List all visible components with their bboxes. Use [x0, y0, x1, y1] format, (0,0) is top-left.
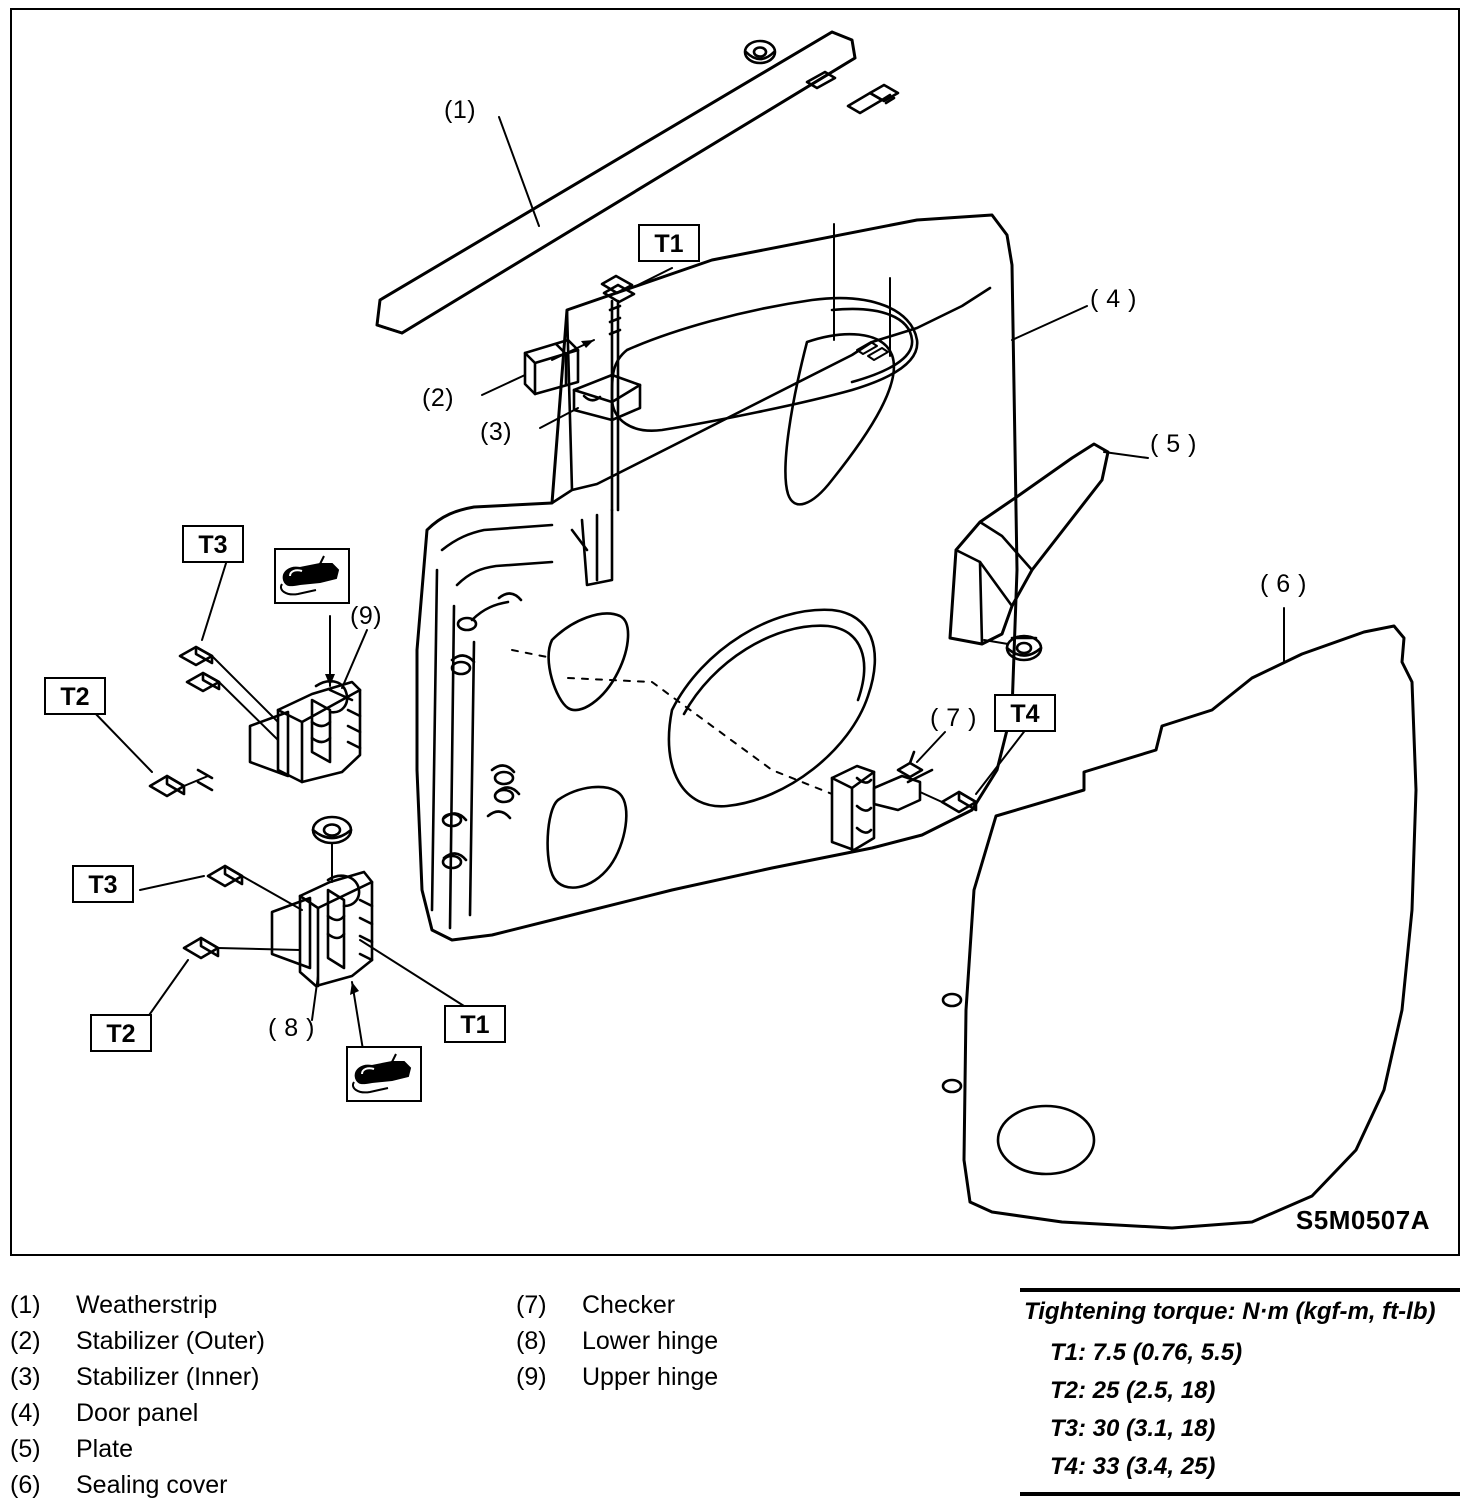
torque-tag-t1-lower: T1 — [444, 1005, 506, 1043]
plate-part — [950, 444, 1108, 644]
legend-label: Door panel — [76, 1399, 199, 1427]
callout-5: ( 5 ) — [1150, 430, 1197, 458]
upper-hinge-part — [250, 681, 360, 782]
legend-number: (2) — [10, 1327, 41, 1355]
weatherstrip-clip-grommet — [745, 41, 775, 63]
grease-symbol-box-lower — [346, 1046, 422, 1102]
legend-number: (3) — [10, 1363, 41, 1391]
legend-label: Plate — [76, 1435, 133, 1463]
legend-item — [516, 1288, 718, 1324]
callout-4: ( 4 ) — [1090, 285, 1137, 313]
legend-number: (9) — [516, 1363, 547, 1391]
torque-row-t2: T2: 25 (2.5, 18) — [1050, 1377, 1216, 1404]
lower-hinge-part — [272, 872, 372, 986]
legend-number: (5) — [10, 1435, 41, 1463]
torque-row-t4: T4: 33 (3.4, 25) — [1050, 1453, 1216, 1480]
drawing-code: S5M0507A — [1295, 1205, 1430, 1235]
weatherstrip-part — [377, 32, 855, 333]
legend-label: Stabilizer (Outer) — [76, 1327, 265, 1355]
legend-item — [10, 1324, 265, 1360]
legend-item — [10, 1360, 265, 1396]
legend-item — [10, 1288, 265, 1324]
t2-upper-bolt — [150, 770, 212, 796]
torque-tag-t2-upper: T2 — [44, 677, 106, 715]
legend-label: Stabilizer (Inner) — [76, 1363, 260, 1391]
t4-bolt — [920, 792, 976, 812]
stabilizer-inner-part — [574, 375, 640, 420]
door-panel-part — [417, 215, 1017, 940]
torque-tag-t3-upper: T3 — [182, 525, 244, 563]
legend-number: (8) — [516, 1327, 547, 1355]
legend-label: Checker — [582, 1291, 676, 1319]
callout-1: (1) — [444, 96, 477, 124]
torque-row-t3: T3: 30 (3.1, 18) — [1050, 1415, 1216, 1442]
torque-table-bottom-rule — [1020, 1492, 1460, 1496]
legend-column-right — [516, 1288, 718, 1396]
weatherstrip-bolt — [848, 85, 898, 113]
legend-column-left — [10, 1288, 265, 1504]
grease-symbol-box-upper — [274, 548, 350, 604]
legend-number: (7) — [516, 1291, 547, 1319]
plate-nut — [1007, 636, 1041, 660]
torque-tag-t1-upper: T1 — [638, 224, 700, 262]
legend-label: Sealing cover — [76, 1471, 228, 1499]
torque-tag-t2-lower: T2 — [90, 1014, 152, 1052]
door-assembly-drawing — [12, 10, 1458, 1254]
legend-item — [516, 1360, 718, 1396]
grease-icon — [348, 1048, 420, 1100]
legend-label: Lower hinge — [582, 1327, 719, 1355]
exploded-view-diagram — [10, 8, 1460, 1256]
legend-number: (1) — [10, 1291, 41, 1319]
legend-item — [10, 1396, 265, 1432]
t3-lower-bolts — [184, 866, 302, 958]
callout-3: (3) — [480, 418, 513, 446]
legend-number: (6) — [10, 1471, 41, 1499]
callout-9: (9) — [350, 602, 383, 630]
lower-hinge-bushing — [313, 817, 351, 843]
t3-upper-bolts — [180, 647, 278, 740]
callout-6: ( 6 ) — [1260, 570, 1307, 598]
torque-tag-t3-lower: T3 — [72, 865, 134, 903]
torque-table-title: Tightening torque: N·m (kgf-m, ft-lb) — [1024, 1298, 1436, 1325]
callout-7: ( 7 ) — [930, 704, 977, 732]
grease-icon — [276, 550, 348, 602]
legend-item — [10, 1468, 265, 1504]
callout-8: ( 8 ) — [268, 1014, 315, 1042]
tightening-torque-table — [1020, 1288, 1460, 1496]
legend-item — [516, 1324, 718, 1360]
torque-row-t1: T1: 7.5 (0.76, 5.5) — [1050, 1339, 1243, 1366]
torque-tag-t4: T4 — [994, 694, 1056, 732]
legend-label: Upper hinge — [582, 1363, 719, 1391]
legend-item — [10, 1432, 265, 1468]
legend-number: (4) — [10, 1399, 41, 1427]
legend-label: Weatherstrip — [76, 1291, 218, 1319]
callout-2: (2) — [422, 384, 455, 412]
